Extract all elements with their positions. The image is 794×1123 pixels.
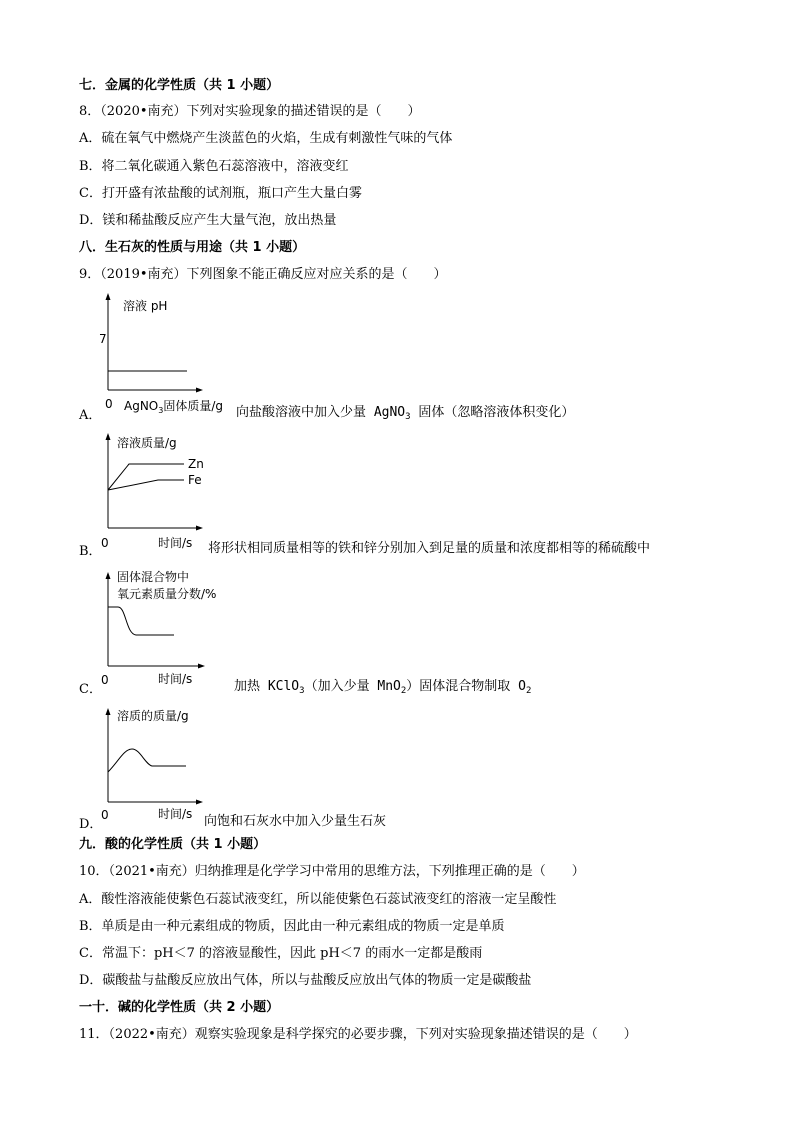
option-b-description: 将形状相同质量相等的铁和锌分别加入到足量的质量和浓度都相等的稀硫酸中: [208, 541, 651, 556]
origin-label: 0: [105, 397, 113, 411]
y-axis-arrow: [106, 572, 111, 579]
option-a-description: 向盐酸溶液中加入少量 AgNO$_3$ 固体（忽略溶液体积变化）: [236, 405, 575, 422]
question-9-stem: 9．（2019•南充）下列图象不能正确反应对应关系的是（ ）: [79, 267, 447, 282]
graph-option-a: [90, 290, 250, 416]
y-axis-label: 溶质的质量/g: [117, 709, 189, 723]
option-d-label: D．: [79, 817, 103, 832]
section-heading-8: 八．生石灰的性质与用途（共 1 小题）: [79, 240, 306, 255]
question-8-stem: 8．（2020•南充）下列对实验现象的描述错误的是（ ）: [79, 104, 421, 119]
y-axis-label-line1: 固体混合物中: [117, 570, 190, 584]
graph-option-d: [90, 702, 220, 828]
graph-option-c: [90, 566, 250, 692]
option-a-label: A．: [79, 408, 102, 423]
x-axis-arrow: [196, 388, 203, 393]
x-axis-label: 时间/s: [158, 536, 193, 550]
series-label-zn: Zn: [188, 457, 204, 471]
section-heading-9: 九．酸的化学性质（共 1 小题）: [79, 837, 267, 852]
option-b-label: B．: [79, 544, 102, 559]
question-8-option-a: A．硫在氧气中燃烧产生淡蓝色的火焰，生成有刺激性气味的气体: [79, 131, 453, 146]
y-axis-label: 溶液 pH: [123, 299, 168, 313]
option-c-label: C．: [79, 682, 102, 697]
question-10-option-b: B．单质是由一种元素组成的物质，因此由一种元素组成的物质一定是单质: [79, 919, 505, 934]
question-10-stem: 10．（2021•南充）归纳推理是化学学习中常用的思维方法，下列推理正确的是（ ）: [79, 864, 585, 879]
graph-option-b: [90, 428, 220, 554]
x-axis-label: 时间/s: [158, 807, 193, 821]
tick-7: 7: [99, 332, 107, 346]
section-heading-7: 七．金属的化学性质（共 1 小题）: [79, 78, 280, 93]
option-d-description: 向饱和石灰水中加入少量生石灰: [204, 814, 387, 829]
question-8-option-b: B．将二氧化碳通入紫色石蕊溶液中，溶液变红: [79, 159, 349, 174]
origin-label: 0: [101, 808, 109, 822]
question-10-option-d: D．碳酸盐与盐酸反应放出气体，所以与盐酸反应放出气体的物质一定是碳酸盐: [79, 973, 532, 988]
x-axis-arrow: [196, 526, 203, 531]
y-axis-arrow: [106, 708, 111, 715]
zn-curve: [108, 464, 184, 490]
y-axis-label: 溶液质量/g: [117, 436, 177, 450]
origin-label: 0: [101, 673, 109, 687]
x-axis-arrow: [196, 800, 203, 805]
oxygen-fraction-curve: [108, 607, 174, 635]
x-axis-label: 时间/s: [158, 672, 193, 686]
y-axis-arrow: [106, 293, 111, 300]
section-heading-10: 一十．碱的化学性质（共 2 小题）: [79, 1000, 280, 1015]
solute-mass-curve: [108, 749, 186, 772]
question-11-stem: 11．（2022•南充）观察实验现象是科学探究的必要步骤，下列对实验现象描述错误的是（ ）: [79, 1027, 637, 1042]
series-label-fe: Fe: [188, 473, 202, 487]
y-axis-label-line2: 氧元素质量分数/%: [117, 587, 217, 601]
y-axis-arrow: [106, 433, 111, 440]
question-10-option-c: C．常温下：pH＜7 的溶液显酸性，因此 pH＜7 的雨水一定都是酸雨: [79, 946, 483, 961]
question-10-option-a: A．酸性溶液能使紫色石蕊试液变红，所以能使紫色石蕊试液变红的溶液一定呈酸性: [79, 892, 557, 907]
option-c-description: 加热 KClO$_3$（加入少量 MnO$_2$）固体混合物制取 $O_2$: [234, 679, 532, 696]
x-axis-label: AgNO$_3$固体质量/g: [124, 399, 224, 415]
fe-curve: [108, 480, 184, 490]
question-8-option-c: C．打开盛有浓盐酸的试剂瓶，瓶口产生大量白雾: [79, 186, 362, 201]
question-8-option-d: D．镁和稀盐酸反应产生大量气泡，放出热量: [79, 213, 337, 228]
x-axis-arrow: [198, 664, 205, 669]
origin-label: 0: [101, 536, 109, 550]
